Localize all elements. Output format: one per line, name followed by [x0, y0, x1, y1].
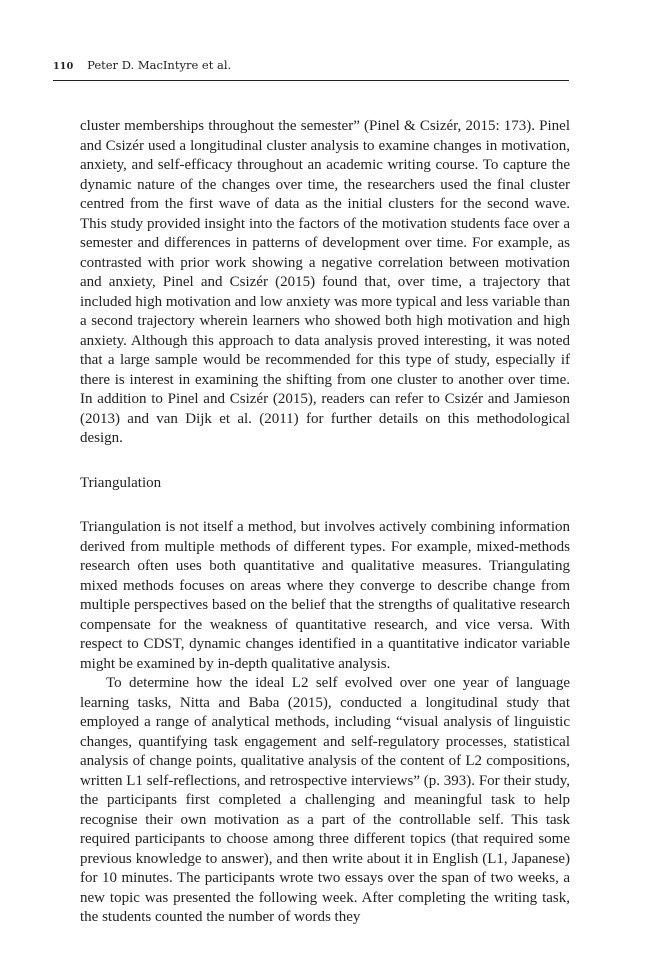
running-head: Peter D. MacIntyre et al. — [87, 58, 232, 72]
page-number: 110 — [53, 61, 74, 72]
paragraph-cluster-analysis: cluster memberships throughout the semester” (Pinel & Csizér, 2015: 173). Pinel and Csizér used a longitudinal cluster analysis to examine changes in motivation, anxiety, and self-efficacy throughout an academic writing course. To capture the dynamic nature of the changes over time, the researchers used the final cluster centred from the first wave of data as the initial clusters for the second wave. This study provided insight into the factors of the motivation students face over a semester and differences in patterns of development over time. For example, as contrasted with prior work showing a negative correlation between motivation and anxiety, Pinel and Csizér (2015) found that, over time, a trajectory that included high motivation and low anxiety was more typical and less variable than a second trajectory wherein learners who showed both high motivation and high anxiety. Although this approach to data analysis proved interesting, it was noted that a large sample would be recommended for this type of study, especially if there is interest in examining the shifting from one cluster to another over time. In addition to Pinel and Csizér (2015), readers can refer to Csizér and Jamieson (2013) and van Dijk et al. (2011) for further details on this methodological design. — [80, 118, 570, 446]
body-text — [80, 117, 570, 928]
page-header — [53, 58, 569, 81]
paragraph-nitta-baba: To determine how the ideal L2 self evolved over one year of language learning tasks, Nitta and Baba (2015), conducted a longitudinal study that employed a range of analytical methods, including “visual analysis of linguistic changes, quantifying task engagement and self-regulatory processes, statistical analysis of change points, qualitative analysis of the content of L2 compositions, written L1 self-reflections, and retrospective interviews” (p. 393). For their study, the participants first completed a challenging and meaningful task to help recognise their own motivation as a part of the controllable self. This task required participants to choose among three different topics (that required some previous knowledge to answer), and then write about it in English (L1, Japanese) for 10 minutes. The participants wrote two essays over the span of two weeks, a new topic was presented the following week. After completing the writing task, the students counted the number of words they — [80, 675, 570, 925]
section-heading-triangulation: Triangulation — [80, 474, 162, 491]
paragraph-triangulation-intro: Triangulation is not itself a method, but involves actively combining information derived from multiple methods of different types. For example, mixed-methods research often uses both quantitative and qualitative measures. Triangulating mixed methods focuses on areas where they converge to describe change from multiple perspectives based on the belief that the strengths of qualitative research compensate for the weakness of quantitative research, and vice versa. With respect to CDST, dynamic changes identified in a quantitative indicator variable might be examined by in-depth qualitative analysis. — [80, 519, 570, 672]
